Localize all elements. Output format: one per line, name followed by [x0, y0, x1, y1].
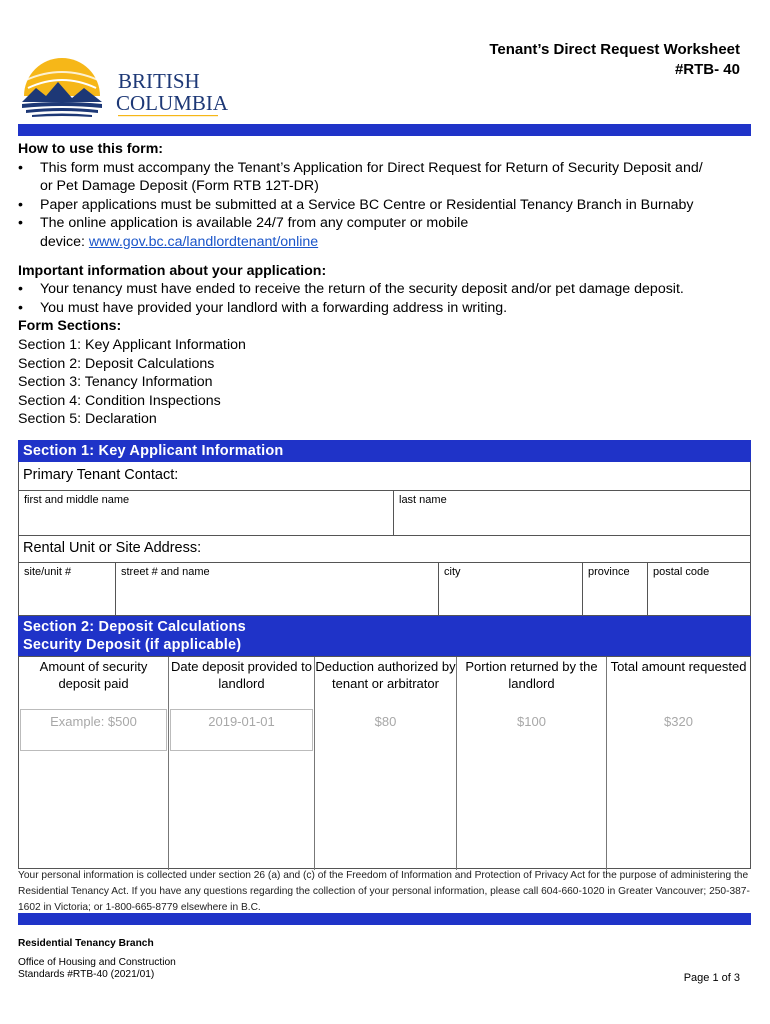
postal-code-field[interactable]	[647, 562, 751, 616]
city-label: city	[444, 566, 461, 578]
column-header: Amount of security deposit paid	[39, 659, 148, 691]
column-header: Deduction authorized by tenant or arbitrator	[315, 659, 456, 691]
deposit-paid-input[interactable]: Example: $500	[20, 709, 167, 751]
province-field[interactable]	[582, 562, 648, 616]
how-to-bullet-2: • Paper applications must be submitted at a Service BC Centre or Residential Tenancy Branch in Burnaby	[18, 196, 758, 215]
logo-text-british: BRITISH	[118, 69, 200, 93]
total-requested-input[interactable]: $320	[608, 709, 749, 751]
document-title	[489, 40, 740, 80]
footer-standards: Standards #RTB-40 (2021/01)	[18, 969, 155, 980]
total-requested-column	[607, 657, 750, 870]
site-unit-field[interactable]	[18, 562, 116, 616]
deduction-input[interactable]: $80	[316, 709, 455, 751]
street-label: street # and name	[121, 566, 210, 578]
page-number: Page 1 of 3	[683, 972, 740, 984]
address-row	[18, 562, 751, 616]
important-bullet-2: • You must have provided your landlord with a forwarding address in writing.	[18, 299, 758, 318]
deduction-column	[315, 657, 457, 870]
name-row	[18, 490, 751, 536]
footer-org: Residential Tenancy Branch	[18, 938, 154, 949]
portion-returned-column	[457, 657, 607, 870]
site-unit-label: site/unit #	[24, 566, 72, 578]
street-field[interactable]	[115, 562, 439, 616]
column-header: Total amount requested	[610, 659, 747, 674]
province-label: province	[588, 566, 630, 578]
how-to-heading: How to use this form:	[18, 141, 164, 157]
form-section-item: Section 3: Tenancy Information	[18, 374, 213, 391]
last-name-field[interactable]	[393, 490, 751, 536]
column-header: Date deposit provided to landlord	[171, 659, 312, 691]
portion-returned-input[interactable]: $100	[458, 709, 605, 751]
date-deposit-input[interactable]: 2019-01-01	[170, 709, 313, 751]
logo-text-columbia: COLUMBIA	[116, 91, 228, 115]
section-2-header	[18, 616, 751, 656]
footer	[18, 938, 176, 982]
first-name-label: first and middle name	[24, 494, 130, 506]
rental-address-label: Rental Unit or Site Address:	[18, 536, 751, 562]
important-heading: Important information about your application:	[18, 262, 327, 279]
postal-code-label: postal code	[653, 566, 710, 578]
how-to-bullet-3: • The online application is available 24/7 from any computer or mobile	[18, 214, 758, 233]
security-deposit-subtitle: Security Deposit (if applicable)	[23, 637, 242, 653]
last-name-label: last name	[399, 494, 447, 506]
privacy-notice: Your personal information is collected under section 26 (a) and (c) of the Freedom of Information and Protection of Privacy Act for the purpose of administering the Residential Tenancy Act. If you have any questions regarding the collection of your personal information, please call 604-660-1020 in Greater Vancouver; 250-387-1602 in Victoria; or 1-800-665-8779 elsewhere in B.C.	[18, 870, 750, 913]
form-section-item: Section 2: Deposit Calculations	[18, 355, 215, 372]
form-section-item: Section 5: Declaration	[18, 411, 157, 428]
bc-logo	[18, 58, 228, 122]
date-deposit-column	[169, 657, 315, 870]
section-2-title: Section 2: Deposit Calculations	[23, 619, 246, 635]
how-to-bullet-3-cont: device: www.gov.bc.ca/landlordtenant/online	[40, 233, 319, 250]
primary-contact-label: Primary Tenant Contact:	[18, 462, 751, 490]
how-to-bullet-1: • This form must accompany the Tenant’s Application for Direct Request for Return of Security Deposit and/	[18, 159, 758, 178]
how-to-bullet-1-cont: or Pet Damage Deposit (Form RTB 12T-DR)	[40, 178, 319, 195]
title-line-1: Tenant’s Direct Request Worksheet	[489, 41, 740, 58]
online-application-link[interactable]: www.gov.bc.ca/landlordtenant/online	[88, 233, 319, 250]
city-field[interactable]	[438, 562, 583, 616]
first-name-field[interactable]	[18, 490, 394, 536]
form-section-item: Section 4: Condition Inspections	[18, 392, 221, 409]
column-header: Portion returned by the landlord	[465, 659, 598, 691]
deposit-table	[18, 656, 751, 869]
deposit-paid-column	[19, 657, 169, 870]
footer-office: Office of Housing and Construction	[18, 956, 176, 968]
instructions	[18, 140, 758, 429]
important-bullet-1: • Your tenancy must have ended to receive the return of the security deposit and/or pet damage deposit.	[18, 280, 758, 299]
form-sections-heading: Form Sections:	[18, 318, 122, 335]
section-1-header: Section 1: Key Applicant Information	[18, 440, 751, 462]
title-line-2: #RTB- 40	[674, 61, 740, 78]
bottom-divider-bar	[18, 913, 751, 925]
form-section-item: Section 1: Key Applicant Information	[18, 336, 246, 353]
top-divider-bar	[18, 124, 751, 136]
